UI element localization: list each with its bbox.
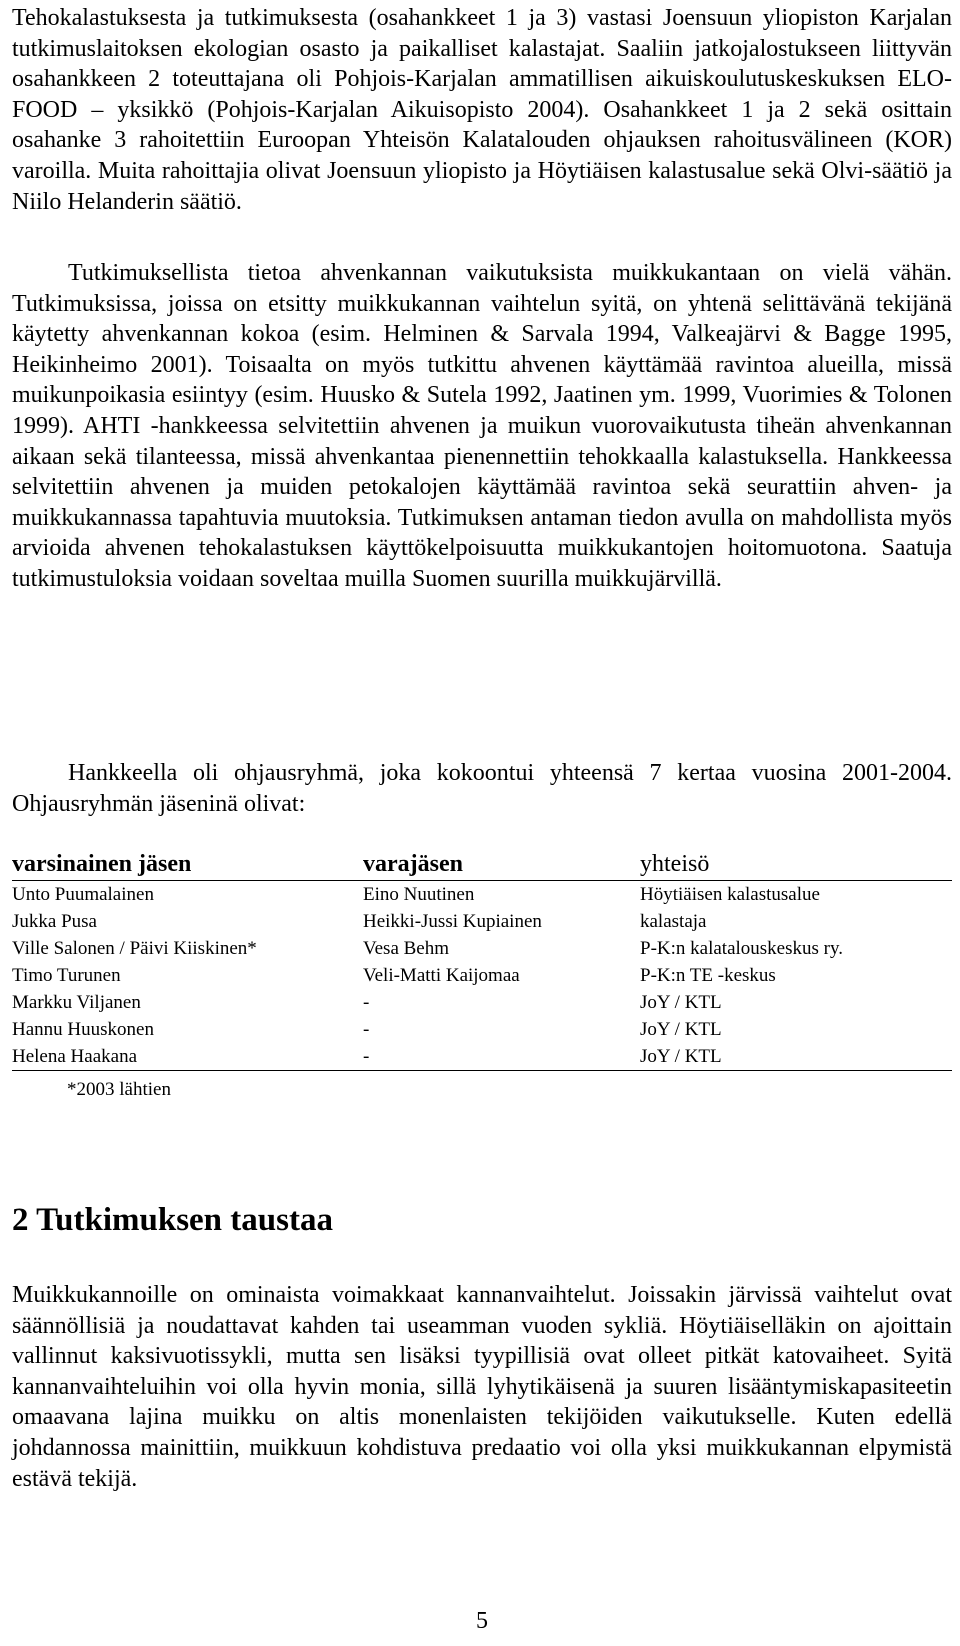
table-row xyxy=(12,989,952,1016)
member-cell: Unto Puumalainen xyxy=(12,883,154,905)
organization-cell: JoY / KTL xyxy=(640,1043,952,1071)
member-cell: Timo Turunen xyxy=(12,964,121,986)
deputy-cell: - xyxy=(363,991,370,1013)
steering-group-table xyxy=(12,848,952,1071)
organization-cell: P-K:n kalatalouskeskus ry. xyxy=(640,937,843,959)
table-row xyxy=(12,1043,952,1071)
deputy-cell: Veli-Matti Kaijomaa xyxy=(363,964,520,986)
research-paragraph: Tutkimuksellista tietoa ahvenkannan vaikutuksista muikkukantaan on vielä vähän. Tutkimuksissa, joissa on etsitty muikkukannan vaihtelun syitä, on yhtenä selittävänä tekijänä käytetty ahvenkannan kokoa (esim. Helminen & Sarvala 1994, Valkeajärvi & Bagge 1995, Heikinheimo 2001). Toisaalta on myös tutkittu ahvenen käyttämää ravintoa alueilla, missä muikunpoikasia esiintyy (esim. Huusko & Sutela 1992, Jaatinen ym. 1999, Vuorimies & Tolonen 1999). AHTI -hankkeessa selvitettiin ahvenen ja muikun vuorovaikutusta tiheän ahvenkannan aikaan sekä tilanteessa, missä ahvenkantaa pienennettiin tehokkaalla kalastuksella. Hankkeessa selvitettiin ahvenen ja muiden petokalojen käyttämää ravintoa sekä seurattiin ahven- ja muikkukannassa tapahtuvia muutoksia. Tutkimuksen antaman tiedon avulla on mahdollista myös arvioida ahvenen tehokalastuksen käyttökelpoisuutta muikkukantojen hoitomuotona. Saatuja tutkimustuloksia voidaan soveltaa muilla Suomen suurilla muikkujärvillä. xyxy=(12,260,952,592)
deputy-cell: Eino Nuutinen xyxy=(363,883,475,905)
organization-cell: P-K:n TE -keskus xyxy=(640,964,776,986)
member-cell: Ville Salonen / Päivi Kiiskinen* xyxy=(12,937,257,959)
deputy-cell: Heikki-Jussi Kupiainen xyxy=(363,910,542,932)
member-cell: Hannu Huuskonen xyxy=(12,1018,154,1040)
organization-cell: JoY / KTL xyxy=(640,991,722,1013)
intro-paragraph: Tehokalastuksesta ja tutkimuksesta (osahankkeet 1 ja 3) vastasi Joensuun yliopiston Karjalan tutkimuslaitoksen ekologian osasto ja paikalliset kalastajat. Saaliin jatkojalostukseen liittyvän osahankkeen 2 toteuttajana oli Pohjois-Karjalan ammatillisen aikuiskoulutuskeskuksen ELO-FOOD – yksikkö (Pohjois-Karjalan Aikuisopisto 2004). Osahankkeet 1 ja 2 sekä osittain osahanke 3 rahoitettiin Euroopan Yhteisön Kalatalouden ohjauksen rahoitusvälineen (KOR) varoilla. Muita rahoittajia olivat Joensuun yliopisto ja Höytiäisen kalastusalue sekä Olvi-säätiö ja Niilo Helanderin säätiö. xyxy=(12,5,952,215)
steering-group-paragraph: Hankkeella oli ohjausryhmä, joka kokoontui yhteensä 7 kertaa vuosina 2001-2004. Ohjausryhmän jäseninä olivat: xyxy=(12,760,952,817)
research-paragraph-wrap xyxy=(12,258,952,595)
organization-cell: JoY / KTL xyxy=(640,1018,722,1040)
member-cell: Markku Viljanen xyxy=(12,991,141,1013)
organization-cell: kalastaja xyxy=(640,910,707,932)
page-number: 5 xyxy=(476,1608,488,1634)
table-header-row xyxy=(12,848,952,881)
deputy-cell: - xyxy=(363,1043,640,1071)
header-deputy: varajäsen xyxy=(363,848,640,881)
deputy-cell: - xyxy=(363,1018,370,1040)
table-row xyxy=(12,962,952,989)
member-cell: Jukka Pusa xyxy=(12,910,97,932)
table-row xyxy=(12,908,952,935)
table-footnote: *2003 lähtien xyxy=(67,1079,171,1100)
deputy-cell: Vesa Behm xyxy=(363,937,450,959)
member-cell: Helena Haakana xyxy=(12,1043,363,1071)
table-row xyxy=(12,1016,952,1043)
organization-cell: Höytiäisen kalastusalue xyxy=(640,883,820,905)
table-row xyxy=(12,935,952,962)
section-paragraph: Muikkukannoille on ominaista voimakkaat kannanvaihtelut. Joissakin järvissä vaihtelut ovat säännöllisiä ja noudattavat kahden tai useamman vuoden sykliä. Höytiäiselläkin on ajoittain vallinnut kaksivuotissykli, mutta sen lisäksi tyypillisiä ovat olleet pitkät katovaiheet. Syitä kannanvaihteluihin voi olla hyvin monia, sillä lyhytikäisenä ja suuren lisääntymiskapasiteetin omaavana lajina muikku on altis monenlaisten tekijöiden vaikutukselle. Kuten edellä johdannossa mainittiin, muikkuun kohdistuva predaatio voi olla yksi muikkukannan elpymistä estävä tekijä. xyxy=(12,1282,952,1492)
header-organization: yhteisö xyxy=(640,848,952,881)
table-row xyxy=(12,881,952,909)
header-member: varsinainen jäsen xyxy=(12,848,363,881)
section-heading: 2 Tutkimuksen taustaa xyxy=(12,1202,333,1238)
